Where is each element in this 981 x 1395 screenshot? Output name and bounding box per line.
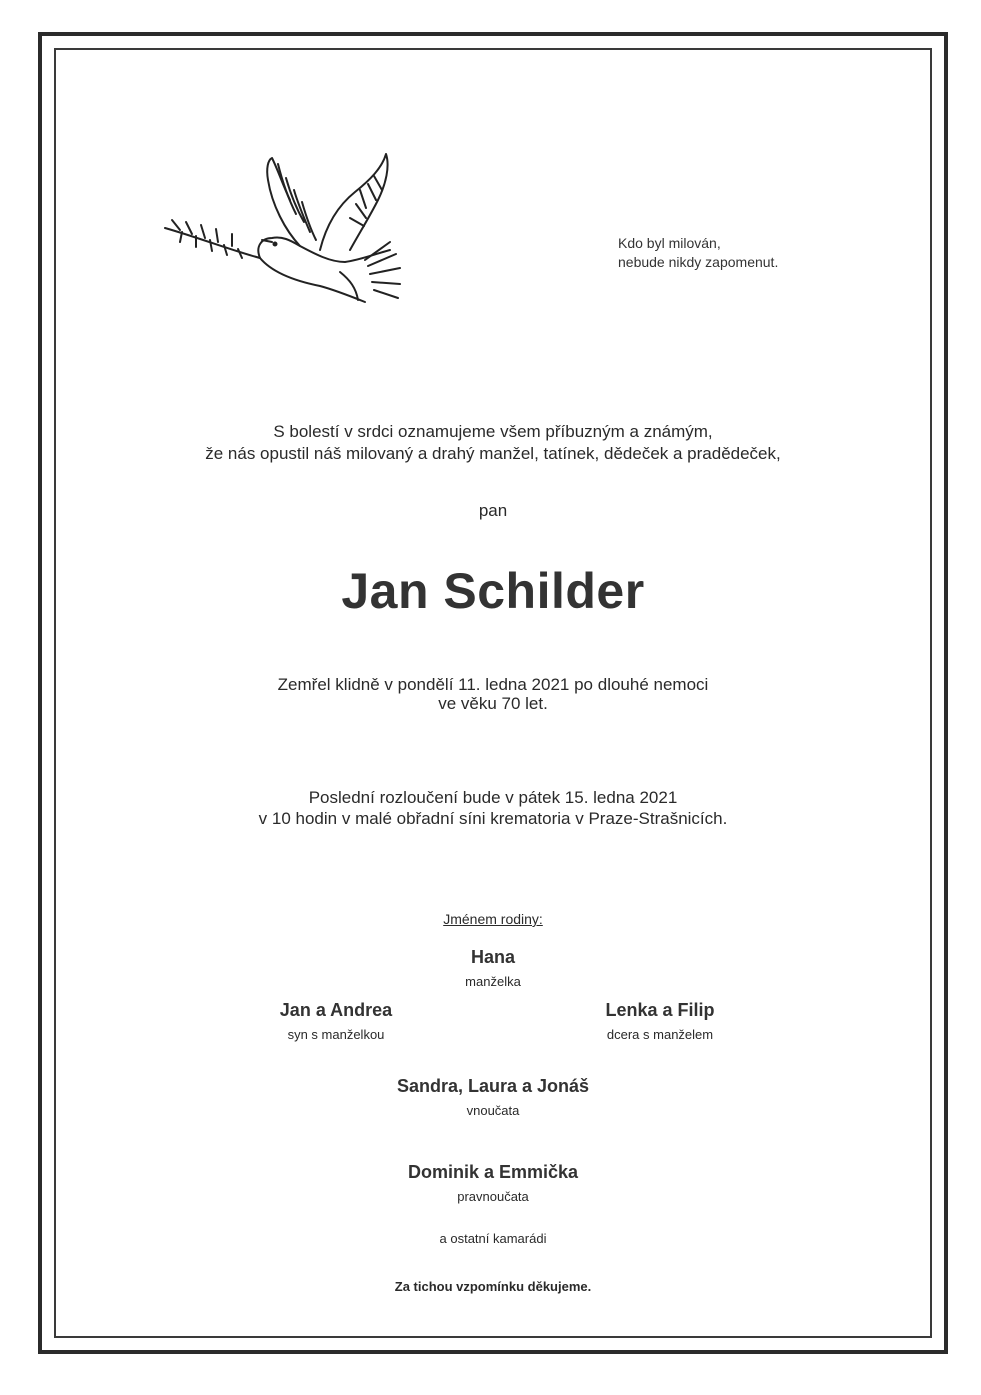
member-name: Jan a Andrea	[279, 1000, 393, 1020]
intro-line-1: S bolestí v srdci oznamujeme všem příbuzným a známým,	[273, 422, 713, 441]
member-name: Sandra, Laura a Jonáš	[396, 1076, 590, 1096]
member-relation: syn s manželkou	[287, 1027, 385, 1042]
other-mourners: a ostatní kamarádi	[439, 1231, 547, 1246]
member-relation: pravnoučata	[457, 1189, 529, 1204]
member-name: Hana	[470, 947, 515, 967]
farewell-line-1: Poslední rozloučení bude v pátek 15. ledna 2021	[308, 788, 678, 807]
member-relation: vnoučata	[466, 1103, 520, 1118]
member-name: Dominik a Emmička	[407, 1162, 579, 1182]
announcement-intro	[54, 421, 932, 465]
farewell-notice	[54, 787, 932, 829]
farewell-line-2: v 10 hodin v malé obřadní síni krematoria v Praze-Strašnicích.	[258, 809, 728, 828]
salutation: pan	[478, 501, 508, 520]
member-relation: manželka	[465, 974, 521, 989]
dove-icon	[160, 150, 410, 310]
death-line-1: Zemřel klidně v pondělí 11. ledna 2021 po dlouhé nemoci	[277, 675, 709, 694]
family-label: Jménem rodiny:	[443, 911, 543, 927]
death-line-2: ve věku 70 let.	[438, 694, 548, 713]
death-notice	[54, 675, 932, 713]
motto-line-1: Kdo byl milován,	[618, 235, 721, 251]
family-member	[530, 1000, 790, 1042]
family-member	[206, 1000, 466, 1042]
family-member	[54, 1162, 932, 1204]
family-member	[54, 947, 932, 989]
deceased-name: Jan Schilder	[341, 563, 645, 619]
motto-line-2: nebude nikdy zapomenut.	[618, 254, 779, 270]
member-relation: dcera s manželem	[606, 1027, 714, 1042]
motto	[618, 234, 778, 272]
closing-thanks: Za tichou vzpomínku děkujeme.	[394, 1279, 592, 1294]
member-name: Lenka a Filip	[605, 1000, 715, 1020]
intro-line-2: že nás opustil náš milovaný a drahý manžel, tatínek, dědeček a pradědeček,	[205, 444, 781, 463]
family-member	[54, 1076, 932, 1118]
